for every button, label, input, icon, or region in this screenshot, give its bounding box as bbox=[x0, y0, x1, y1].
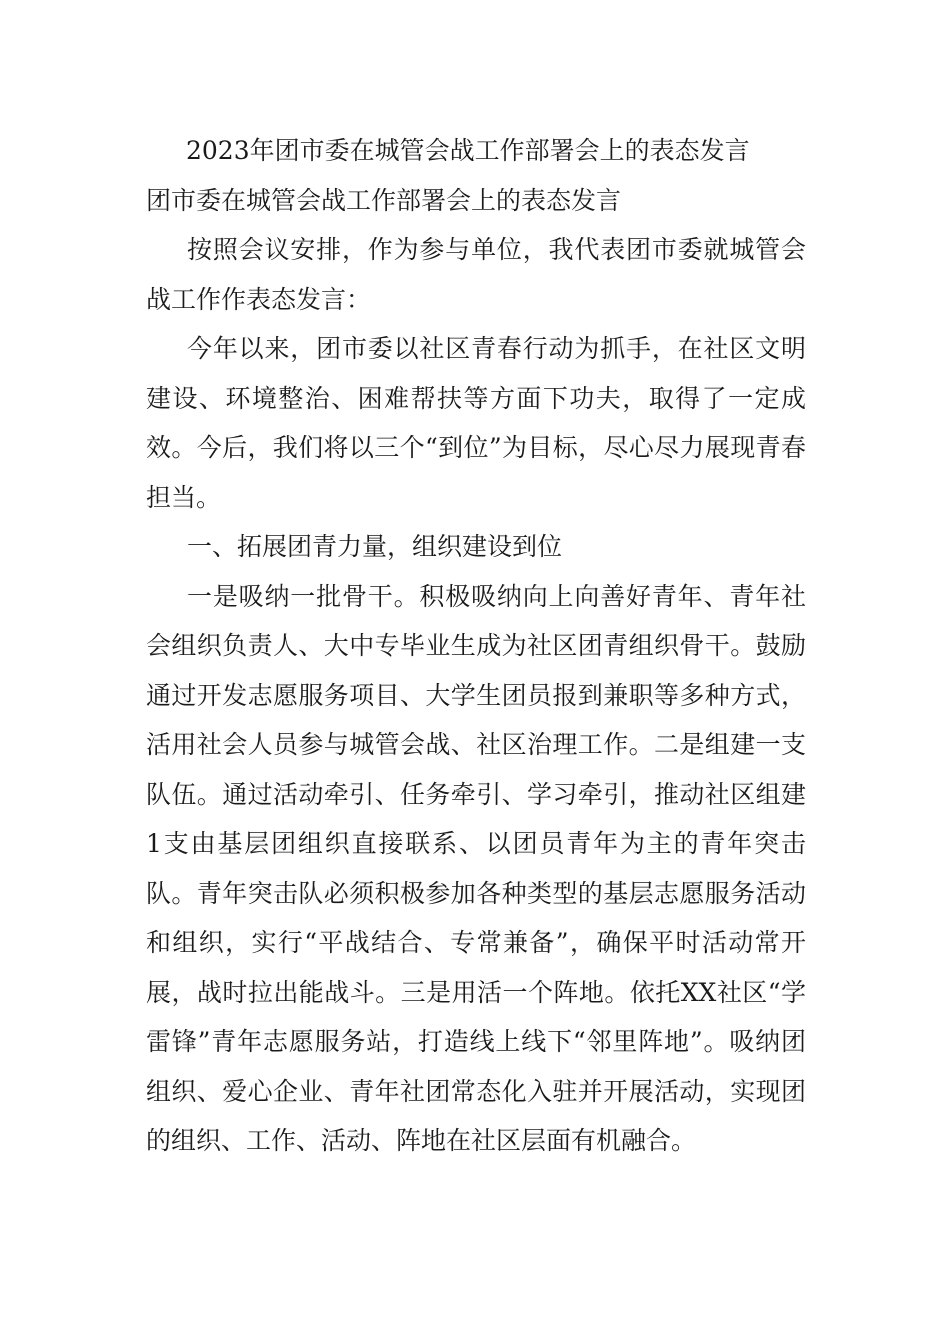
section-paragraph: 一是吸纳一批骨干。积极吸纳向上向善好青年、青年社会组织负责人、大中专毕业生成为社区团青组织骨干。鼓励通过开发志愿服务项目、大学生团员报到兼职等多种方式，活用社会人员参与城管会战、社区治理工作。二是组建一支队伍。通过活动牵引、任务牵引、学习牵引，推动社区组建1支由基层团组织直接联系、以团员青年为主的青年突击队。青年突击队必须积极参加各种类型的基层志愿服务活动和组织，实行“平战结合、专常兼备”，确保平时活动常开展，战时拉出能战斗。三是用活一个阵地。依托XX社区“学雷锋”青年志愿服务站，打造线上线下“邻里阵地”。吸纳团组织、爱心企业、青年社团常态化入驻并开展活动，实现团的组织、工作、活动、阵地在社区层面有机融合。 bbox=[146, 581, 806, 1155]
summary-paragraph: 今年以来，团市委以社区青春行动为抓手，在社区文明建设、环境整治、困难帮扶等方面下功夫，取得了一定成效。今后，我们将以三个“到位”为目标，尽心尽力展现青春担当。 bbox=[146, 334, 806, 512]
document-subtitle: 团市委在城管会战工作部署会上的表态发言 bbox=[146, 185, 622, 215]
document-title: 2023年团市委在城管会战工作部署会上的表态发言 bbox=[186, 136, 750, 165]
document-body bbox=[146, 126, 806, 1166]
section-heading: 一、拓展团青力量，组织建设到位 bbox=[187, 532, 563, 561]
intro-paragraph: 按照会议安排，作为参与单位，我代表团市委就城管会战工作作表态发言： bbox=[146, 235, 806, 314]
